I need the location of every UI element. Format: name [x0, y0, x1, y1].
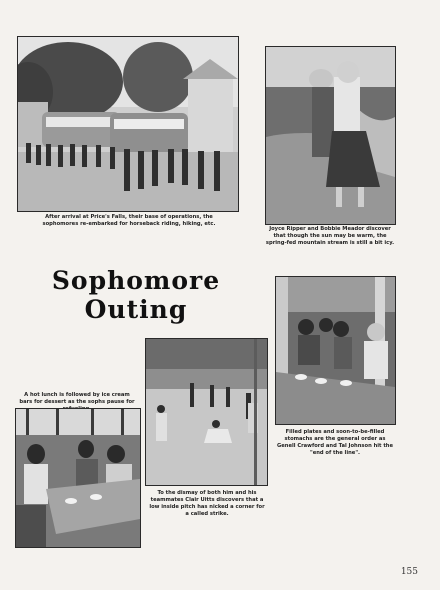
photo-lunch	[15, 408, 141, 548]
caption-stream: Joyce Ripper and Bobbie Meador discover that though the sun may be warm, the spring-fed mountain stream is still a bit icy.	[265, 226, 395, 246]
photo-baseball	[145, 338, 268, 486]
caption-buses: After arrival at Price's Falls, their base of operations, the sophomores re-embarked for horseback riding, hiking, etc.	[42, 214, 216, 227]
photo-buses	[17, 36, 239, 212]
title-line-2: Outing	[84, 295, 188, 324]
page-number: 155	[400, 567, 418, 577]
page-title	[36, 266, 236, 324]
photo-stream	[265, 46, 396, 225]
caption-baseball: To the dismay of both him and his teammates Clair Uitts discovers that a low inside pitch has nicked a corner for a called strike.	[149, 490, 265, 517]
caption-lunch: A hot lunch is followed by ice cream bars for dessert as the sophs pause for	[19, 392, 135, 405]
caption-serving-line: Filled plates and soon-to-be-filled stomachs are the general order as Genell Crawford and Tal Johnson hit the "end of the line".	[276, 429, 394, 456]
title-line-1: Sophomore	[51, 266, 221, 295]
photo-serving-line	[275, 276, 396, 425]
